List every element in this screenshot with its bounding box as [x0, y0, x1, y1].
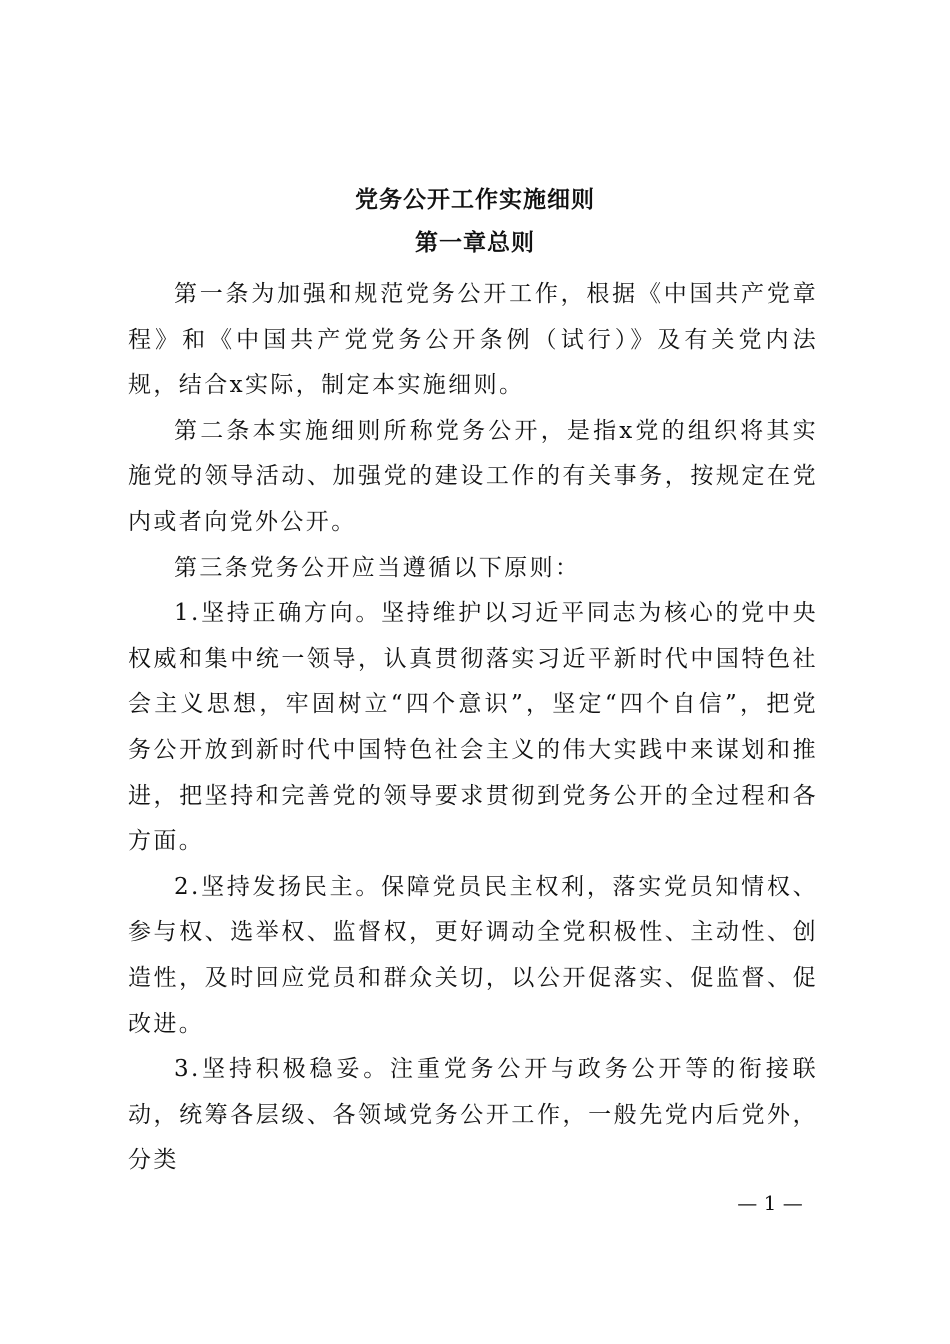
document-title: 党务公开工作实施细则: [355, 186, 595, 213]
paragraph-principle-2: 2.坚持发扬民主。保障党员民主权利，落实党员知情权、参与权、选举权、监督权，更好调动全党积极性、主动性、创造性，及时回应党员和群众关切，以公开促落实、促监督、促改进。: [128, 873, 818, 1037]
document-body: [128, 272, 818, 1184]
paragraph-article-2: 第二条本实施细则所称党务公开，是指x党的组织将其实施党的领导活动、加强党的建设工作的有关事务，按规定在党内或者向党外公开。: [128, 417, 818, 535]
paragraph-article-1: 第一条为加强和规范党务公开工作，根据《中国共产党章程》和《中国共产党党务公开条例（试行）》及有关党内法规，结合x实际，制定本实施细则。: [128, 281, 818, 399]
paragraph-principle-3: 3.坚持积极稳妥。注重党务公开与政务公开等的衔接联动，统筹各层级、各领域党务公开工作，一般先党内后党外，分类: [128, 1056, 818, 1174]
paragraph-article-3: 第三条党务公开应当遵循以下原则：: [174, 554, 581, 581]
paragraph-principle-1: 1.坚持正确方向。坚持维护以习近平同志为核心的党中央权威和集中统一领导，认真贯彻落实习近平新时代中国特色社会主义思想，牢固树立“四个意识”，坚定“四个自信”，把党务公开放到新时代中国特色社会主义的伟大实践中来谋划和推进，把坚持和完善党的领导要求贯彻到党务公开的全过程和各方面。: [128, 600, 818, 855]
chapter-heading: 第一章总则: [415, 229, 535, 256]
page-number: — 1 —: [737, 1191, 803, 1215]
